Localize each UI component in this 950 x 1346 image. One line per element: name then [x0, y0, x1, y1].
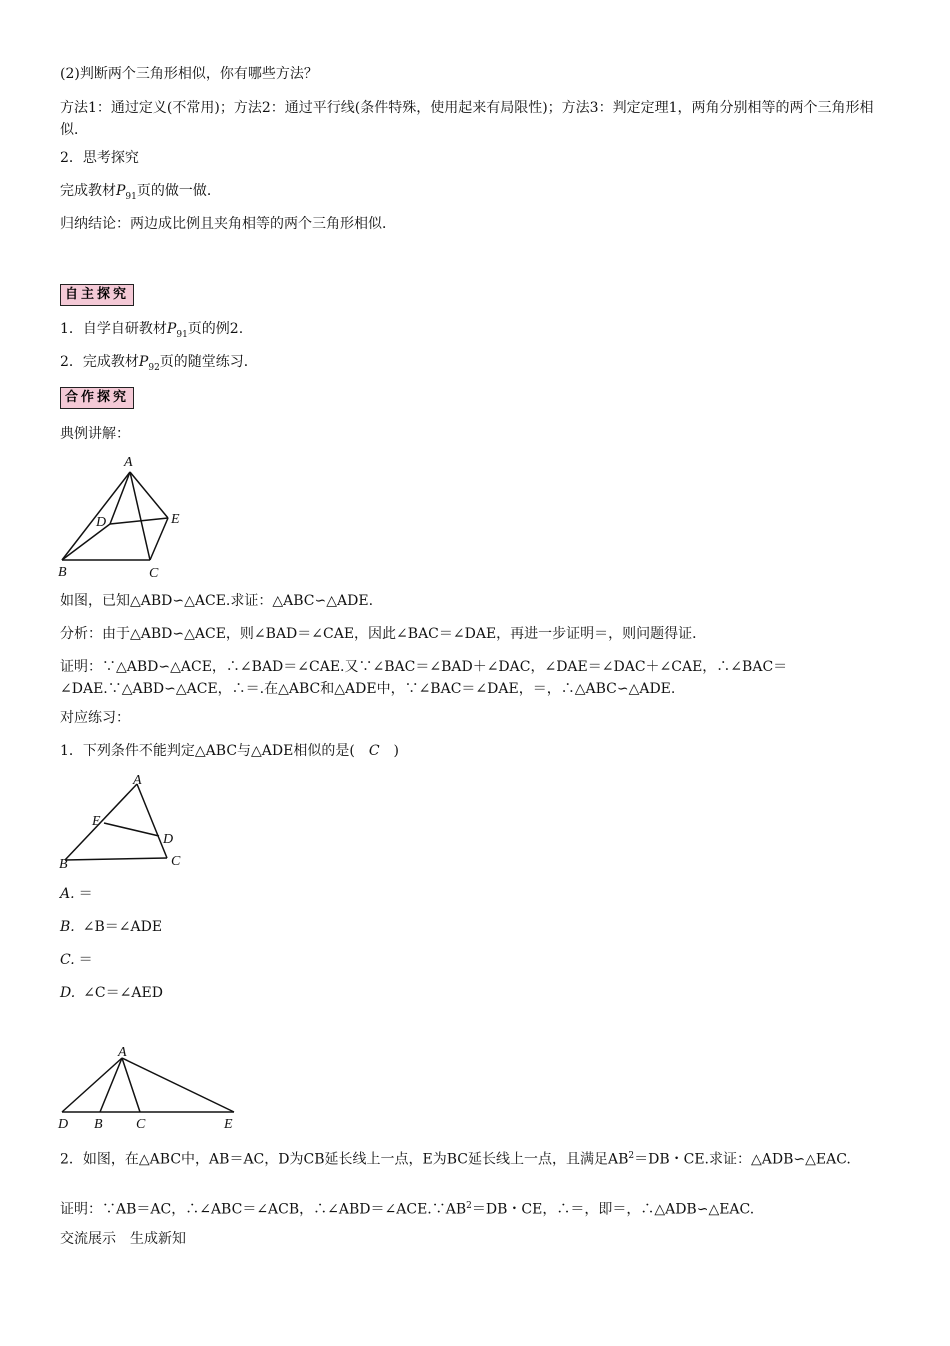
methods-paragraph: 方法1：通过定义(不常用)；方法2：通过平行线(条件特殊，使用起来有局限性)；方法3：判定定理1，两角分别相等的两个三角形相似． [60, 100, 874, 138]
segment-ad [110, 472, 130, 524]
textbook-task: 完成教材$P_{91}$页的做一做． [60, 183, 221, 202]
practice-1-answer: C [368, 743, 380, 759]
segment-de [110, 518, 168, 524]
example-problem: 如图，已知△ABD∽△ACE.求证：△ABC∽△ADE. [60, 593, 374, 609]
analysis: 分析：由于△ABD∽△ACE，则∠BAD＝∠CAE，因此∠BAC＝∠DAE，再进一步证明＝，则问题得证． [60, 626, 707, 642]
label-b: B [94, 1117, 103, 1132]
label-a: A [118, 1045, 127, 1060]
label-c: C [136, 1117, 146, 1132]
label-c: C [171, 854, 181, 869]
segment-bc [65, 858, 167, 860]
label-d: D [58, 1117, 69, 1132]
section-2-title: 2．思考探究 [60, 150, 139, 166]
practice-2-question: 2．如图，在△ABC中，AB＝AC，D为CB延长线上一点，E为BC延长线上一点，且满足$AB^2=DB$・CE.求证：△ADB∽△EAC. [60, 1151, 851, 1168]
segment-ed [104, 823, 159, 836]
final-heading: 交流展示 生成新知 [60, 1231, 186, 1247]
label-b: B [58, 565, 67, 580]
label-e: E [92, 814, 101, 829]
example-proof: 证明：∵△ABD∽△ACE，∴∠BAD＝∠CAE.又∵∠BAC＝∠BAD＋∠DAC，∠DAE＝∠DAC＋∠CAE，∴∠BAC＝∠DAE.∵△ABD∽△ACE，∴＝.在△ABC和△ADE中，∵∠BAC＝∠DAE，＝，∴△ABC∽△ADE. [60, 659, 788, 697]
practice-2-proof: 证明：∵AB＝AC，∴∠ABC＝∠ACB，$\therefore\angle ABD=\angle ACE.\because AB^2=DB$・CE，∴＝，即＝，∴△ADB∽△EAC. [60, 1201, 755, 1218]
label-a: A [133, 773, 142, 788]
option-c: C. ＝ [60, 952, 93, 968]
label-e: E [224, 1117, 233, 1132]
conclusion: 归纳结论：两边成比例且夹角相等的两个三角形相似． [60, 216, 396, 232]
segment-ab [65, 784, 137, 860]
option-b: B. ∠B＝∠ADE [60, 919, 163, 935]
self-explore-tag: 自主探究 [60, 284, 134, 306]
label-c: C [149, 566, 159, 580]
label-d: D [163, 832, 174, 847]
segment-ab [100, 1058, 122, 1112]
example-figure [52, 452, 202, 580]
practice-heading: 对应练习： [60, 710, 130, 726]
segment-ec [150, 518, 168, 560]
practice-1-question: 1．下列条件不能判定△ABC与△ADE相似的是( C ) [60, 743, 400, 759]
practice-2-figure [52, 1042, 252, 1134]
practice-1-figure [55, 768, 195, 872]
option-d: D. ∠C＝∠AED [60, 985, 163, 1001]
segment-ad [62, 1058, 122, 1112]
segment-ae [122, 1058, 234, 1112]
self-item-2: 2．完成教材$P_{92}$页的随堂练习． [60, 354, 258, 373]
label-a: A [124, 455, 133, 470]
example-heading: 典例讲解： [60, 426, 130, 442]
option-a: A. ＝ [60, 886, 93, 902]
cooperative-explore-tag: 合作探究 [60, 387, 134, 409]
self-item-1: 1．自学自研教材$P_{91}$页的例2. [60, 321, 244, 340]
label-b: B [59, 857, 68, 872]
label-d: D [96, 515, 107, 530]
label-e: E [171, 512, 180, 527]
question-2-title: (2)判断两个三角形相似，你有哪些方法？ [60, 66, 318, 82]
